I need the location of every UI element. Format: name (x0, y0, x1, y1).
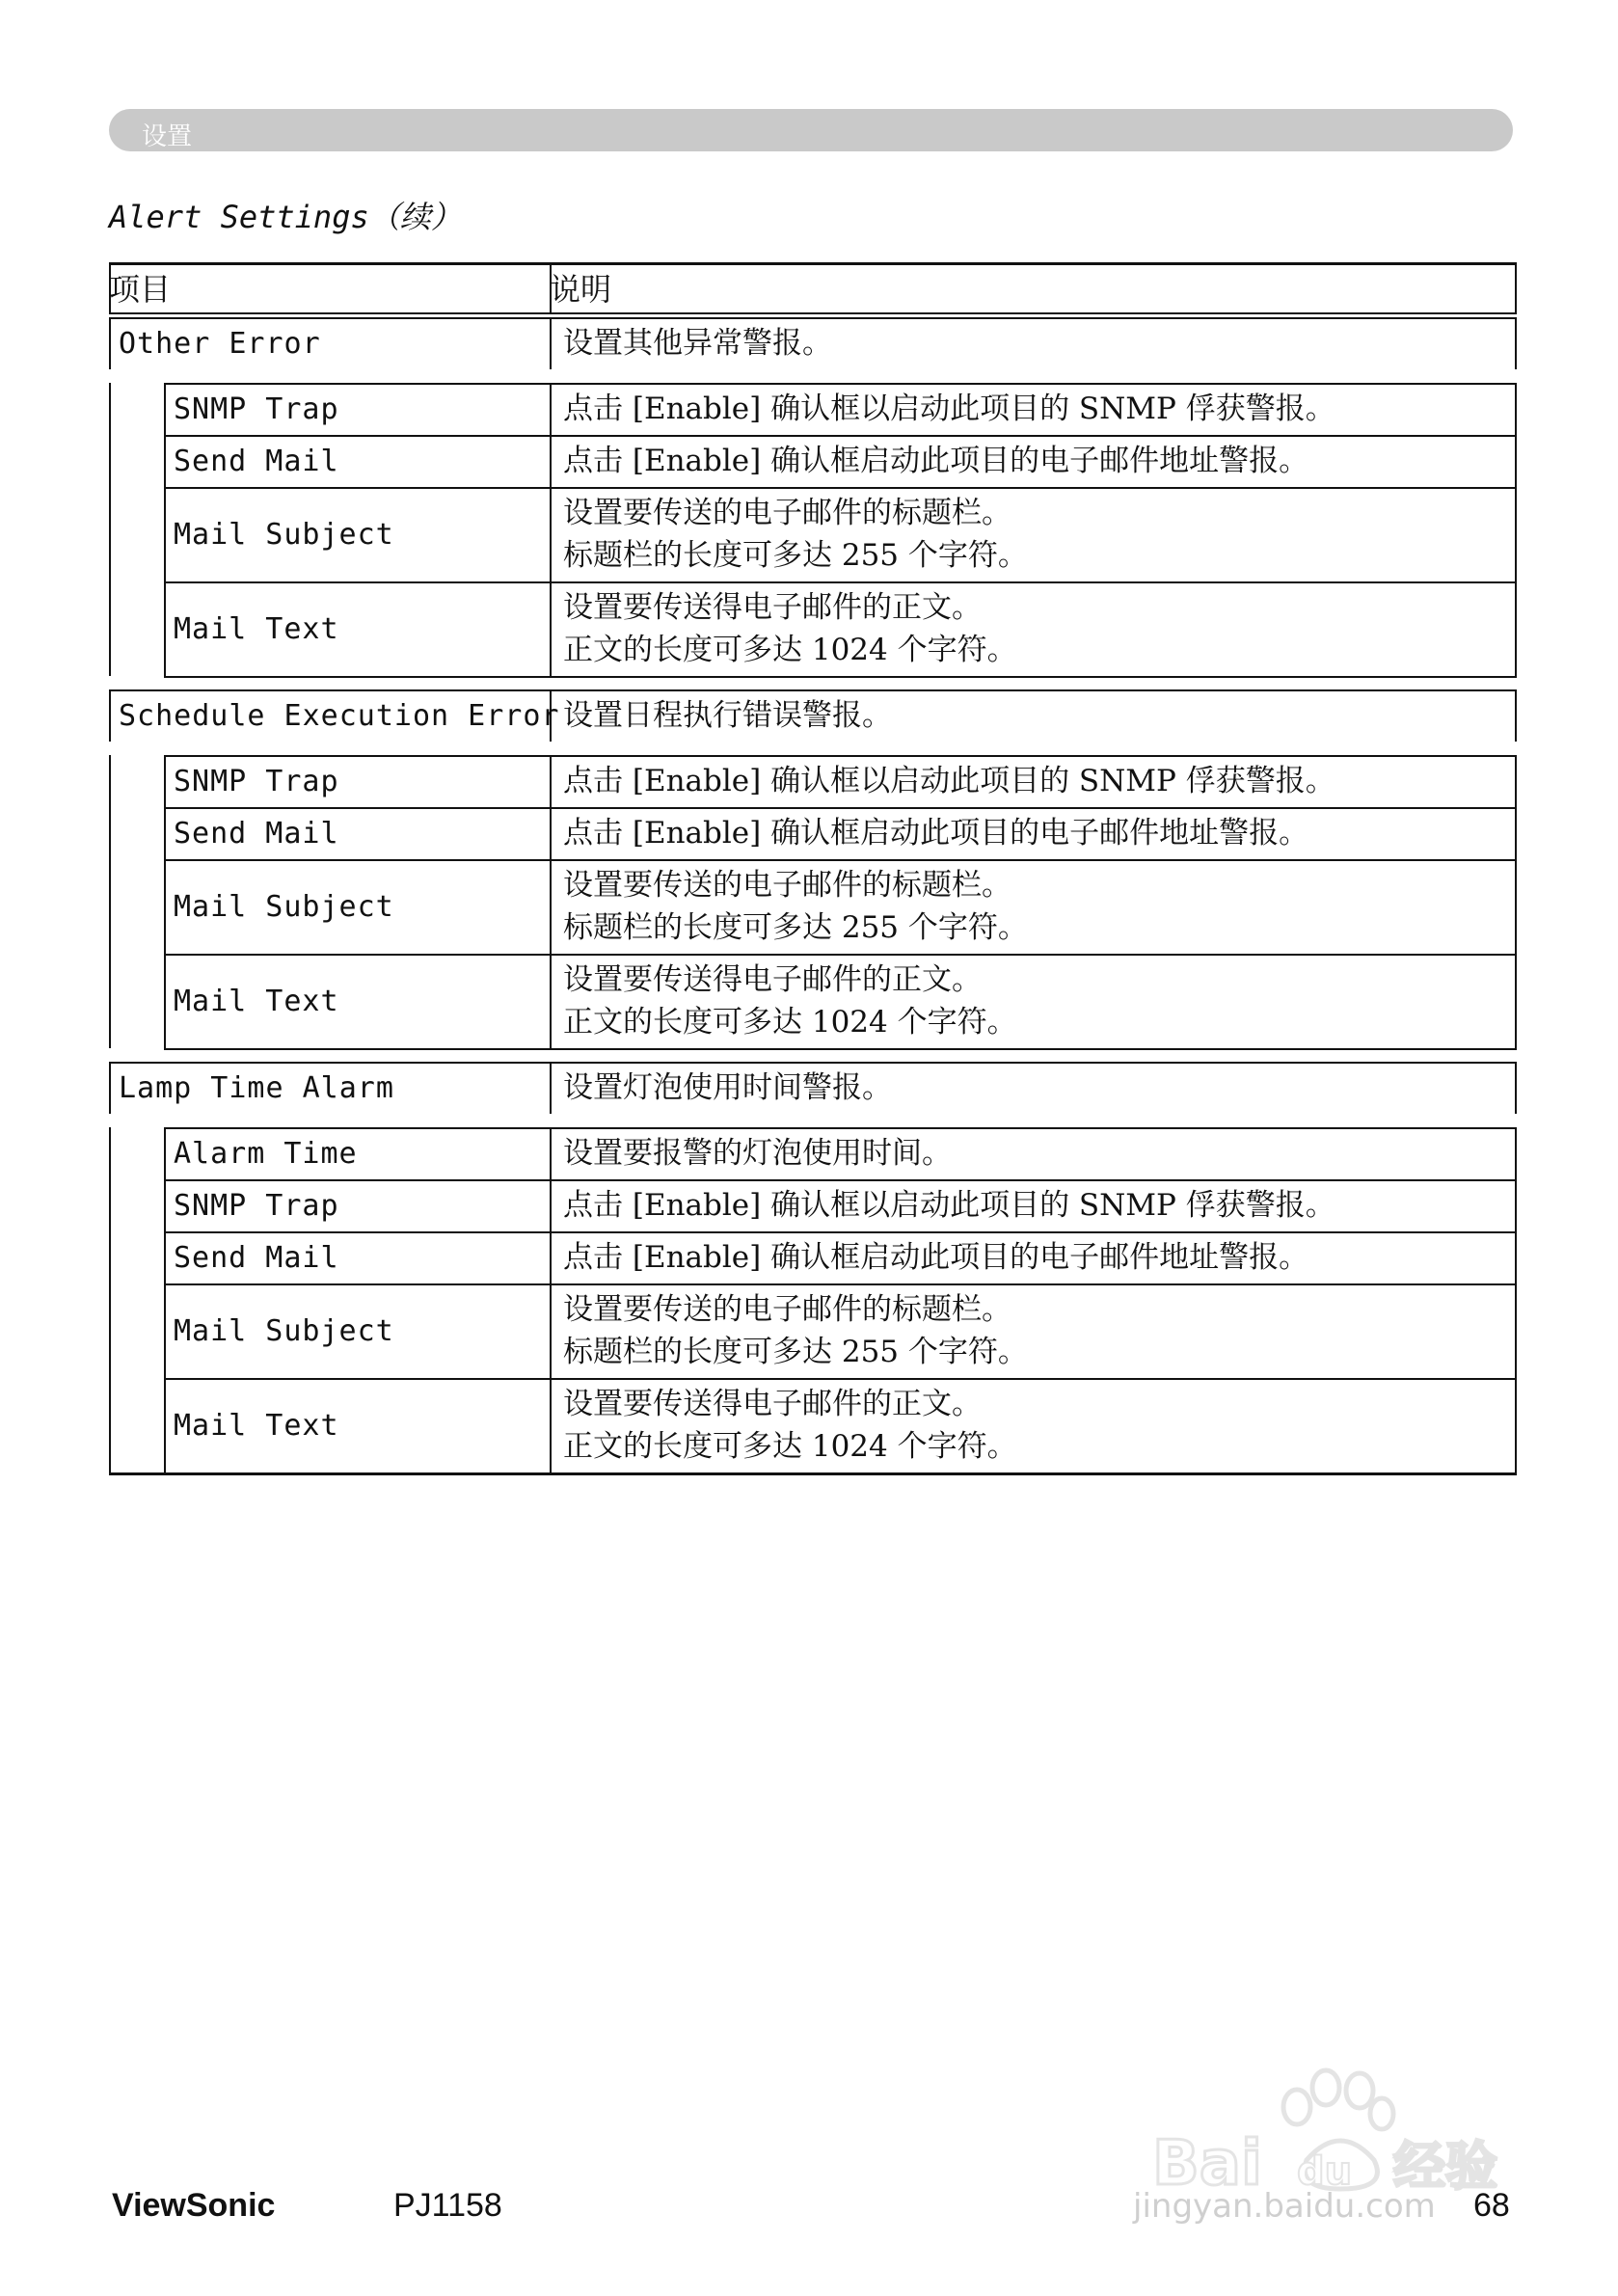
table-rule (1515, 435, 1517, 487)
group-description-line: 设置日程执行错误警报。 (563, 698, 892, 733)
table-rule (550, 1231, 552, 1283)
table-rule (164, 859, 166, 954)
table-rule (164, 1231, 166, 1283)
item-description-line: 设置要传送得电子邮件的正文。 (563, 1387, 982, 1421)
item-label-text: Mail Subject (174, 889, 394, 924)
column-header-description (550, 262, 1517, 312)
item-label (174, 1179, 546, 1231)
table-rule (164, 1048, 1517, 1050)
item-label (174, 487, 546, 581)
item-label-text: SNMP Trap (174, 1188, 339, 1223)
item-description (563, 1179, 1511, 1231)
item-description-line: 点击 [Enable] 确认框启动此项目的电子邮件地址警报。 (563, 444, 1309, 478)
item-description-line: 点击 [Enable] 确认框以启动此项目的 SNMP 俘获警报。 (563, 764, 1335, 798)
section-title: Alert Settings（续） (109, 199, 462, 235)
item-label-text: Send Mail (174, 816, 339, 851)
group-description (563, 1062, 1511, 1114)
item-description-line: 设置要传送的电子邮件的标题栏。 (563, 496, 1011, 530)
table-rule (164, 435, 166, 487)
item-description-line: 设置要传送得电子邮件的正文。 (563, 590, 982, 625)
table-rule (550, 1378, 552, 1472)
item-label (174, 1231, 546, 1283)
item-label-text: SNMP Trap (174, 392, 339, 426)
table-bottom-rule (109, 1472, 1517, 1475)
column-header-item-text: 项目 (109, 271, 172, 308)
table-rule (1515, 317, 1517, 369)
item-label (174, 859, 546, 954)
table-rule (164, 676, 1517, 678)
table-rule (1515, 807, 1517, 859)
item-label (174, 954, 546, 1048)
item-label (174, 1127, 546, 1179)
table-rule (1515, 689, 1517, 742)
table-rule (550, 317, 552, 369)
item-description-line: 设置要传送的电子邮件的标题栏。 (563, 868, 1011, 903)
table-rule (164, 487, 166, 581)
table-rule (550, 487, 552, 581)
item-description-line: 点击 [Enable] 确认框以启动此项目的 SNMP 俘获警报。 (563, 392, 1335, 426)
item-description (563, 1127, 1511, 1179)
table-rule (550, 755, 552, 807)
item-description (563, 383, 1511, 435)
group-left-rule (109, 755, 111, 1048)
item-label-text: Send Mail (174, 444, 339, 478)
table-rule (1515, 1179, 1517, 1231)
table-rule (164, 954, 166, 1048)
table-rule (164, 581, 166, 676)
item-description-line: 点击 [Enable] 确认框启动此项目的电子邮件地址警报。 (563, 816, 1309, 851)
group-label (119, 317, 548, 369)
table-rule (164, 1127, 166, 1179)
item-label (174, 755, 546, 807)
table-rule (550, 1062, 552, 1114)
item-description (563, 1283, 1511, 1378)
table-rule (550, 1283, 552, 1378)
group-label (119, 689, 560, 742)
item-description (563, 807, 1511, 859)
table-rule (1515, 1127, 1517, 1179)
group-description (563, 317, 1511, 369)
table-rule (1515, 1283, 1517, 1378)
table-rule (164, 1179, 166, 1231)
table-rule (1515, 383, 1517, 435)
table-rule (1515, 1378, 1517, 1472)
item-description-line: 设置要传送的电子邮件的标题栏。 (563, 1292, 1011, 1327)
item-label-text: Mail Text (174, 1408, 339, 1443)
chapter-title: 设置 (142, 122, 193, 151)
item-label (174, 807, 546, 859)
table-rule (1515, 755, 1517, 807)
item-description-line: 标题栏的长度可多达 255 个字符。 (563, 910, 1028, 945)
item-description-line: 点击 [Enable] 确认框以启动此项目的 SNMP 俘获警报。 (563, 1188, 1335, 1223)
item-label (174, 1283, 546, 1378)
item-label (174, 383, 546, 435)
svg-text:du: du (1297, 2149, 1353, 2194)
table-rule (550, 1179, 552, 1231)
group-label (119, 1062, 548, 1114)
table-rule (1515, 1062, 1517, 1114)
item-description (563, 1231, 1511, 1283)
table-rule (550, 435, 552, 487)
item-label-text: Send Mail (174, 1240, 339, 1275)
table-rule (164, 383, 166, 435)
item-description (563, 1378, 1511, 1472)
item-label-text: Alarm Time (174, 1136, 358, 1171)
header-double-rule (109, 312, 1517, 314)
item-label-text: Mail Text (174, 611, 339, 646)
table-rule (164, 807, 166, 859)
table-rule (550, 581, 552, 676)
item-description-line: 设置要传送得电子邮件的正文。 (563, 962, 982, 997)
item-label-text: SNMP Trap (174, 764, 339, 798)
group-description-line: 设置灯泡使用时间警报。 (563, 1070, 892, 1105)
item-description (563, 487, 1511, 581)
item-description-line: 标题栏的长度可多达 255 个字符。 (563, 538, 1028, 573)
item-label-text: Mail Text (174, 984, 339, 1018)
group-left-rule (109, 383, 111, 676)
footer-page-number: 68 (1473, 2187, 1510, 2224)
item-label (174, 581, 546, 676)
item-label-text: Mail Subject (174, 1313, 394, 1348)
group-label-text: Other Error (119, 326, 321, 361)
item-description (563, 581, 1511, 676)
table-rule (1515, 487, 1517, 581)
table-rule (1515, 859, 1517, 954)
svg-text:经验: 经验 (1393, 2136, 1497, 2197)
item-description-line: 正文的长度可多达 1024 个字符。 (563, 1429, 1017, 1464)
table-rule (109, 689, 111, 742)
table-rule (1515, 1231, 1517, 1283)
column-header-description-text: 说明 (550, 271, 612, 308)
footer-brand: ViewSonic (112, 2187, 276, 2224)
item-description (563, 954, 1511, 1048)
table-rule (109, 1062, 111, 1114)
group-label-text: Schedule Execution Error (119, 698, 560, 733)
table-rule (550, 859, 552, 954)
item-description-line: 正文的长度可多达 1024 个字符。 (563, 633, 1017, 667)
item-description-line: 点击 [Enable] 确认框启动此项目的电子邮件地址警报。 (563, 1240, 1309, 1275)
item-description (563, 859, 1511, 954)
watermark-url: jingyan.baidu.com (1133, 2187, 1436, 2226)
table-rule (550, 1127, 552, 1179)
group-left-rule (109, 1127, 111, 1472)
item-description-line: 设置要报警的灯泡使用时间。 (563, 1136, 952, 1171)
column-header-item (109, 262, 550, 312)
item-description-line: 正文的长度可多达 1024 个字符。 (563, 1005, 1017, 1040)
table-rule (1515, 954, 1517, 1048)
table-rule (1515, 581, 1517, 676)
table-rule (550, 383, 552, 435)
table-rule (164, 1283, 166, 1378)
item-description (563, 435, 1511, 487)
table-rule (164, 755, 166, 807)
item-label-text: Mail Subject (174, 517, 394, 552)
group-description-line: 设置其他异常警报。 (563, 326, 832, 361)
chapter-header-bar (109, 109, 1513, 151)
item-label (174, 1378, 546, 1472)
table-rule (550, 954, 552, 1048)
item-description (563, 755, 1511, 807)
item-label (174, 435, 546, 487)
item-description-line: 标题栏的长度可多达 255 个字符。 (563, 1335, 1028, 1369)
table-rule (550, 807, 552, 859)
group-description (563, 689, 1511, 742)
table-rule (164, 1378, 166, 1472)
table-rule (109, 317, 111, 369)
group-label-text: Lamp Time Alarm (119, 1070, 394, 1105)
svg-text:Bai: Bai (1152, 2128, 1262, 2200)
footer-model: PJ1158 (393, 2187, 502, 2224)
